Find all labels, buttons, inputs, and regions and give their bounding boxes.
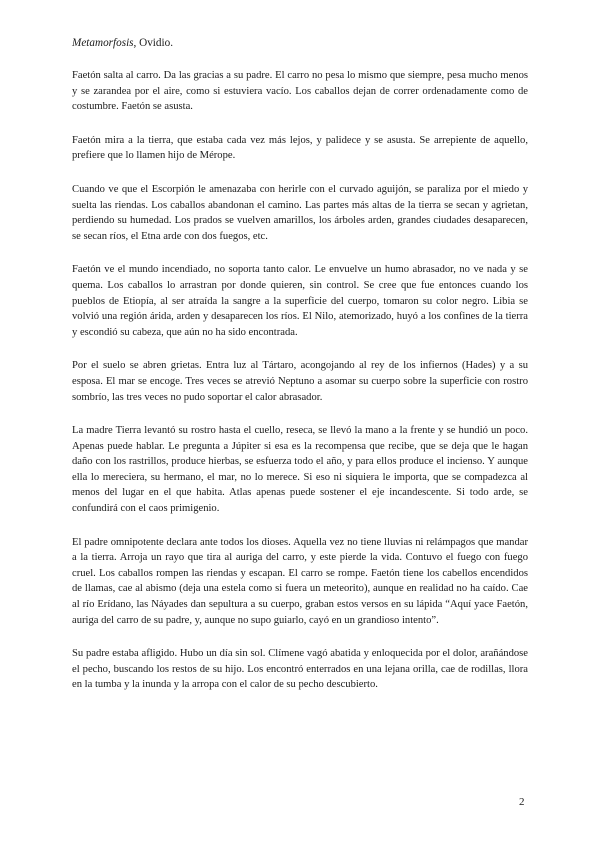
running-header [72,36,173,50]
paragraph-4: Faetón ve el mundo incendiado, no soporta tanto calor. Le envuelve un humo abrasador, no ve nada y se quema. Los caballos lo arrastran por donde quieren, sin control. Se cree que fue entonces cuando los pueblos de Etiopía, al ser atraída la sangre a la superficie del cuerpo, tomaron su color negro. Libia se volvió una región árida, arden y desaparecen los ríos. El Nilo, atemorizado, huyó a los confines de la tierra y escondió su cabeza, que aún no ha sido encontrada. [72,264,528,338]
page-number: 2 [519,796,525,808]
header-author: , Ovidio. [133,37,173,49]
paragraph-3: Cuando ve que el Escorpión le amenazaba con herirle con el curvado aguijón, se paraliza por el miedo y suelta las riendas. Los caballos abandonan el camino. Las partes más altas de la tierra se secan y agrietan, perdiendo su humedad. Los prados se vuelven amarillos, los árboles arden, grandes ciudades desaparecen, se secan ríos, el Etna arde con dos fuegos, etc. [72,183,528,242]
document-body [72,68,528,711]
paragraph-5: Por el suelo se abren grietas. Entra luz al Tártaro, acongojando al rey de los infiernos (Hades) y a su esposa. El mar se encoge. Tres veces se atrevió Neptuno a asomar su cuerpo sobre la superficie con rostro sombrío, las tres veces no pudo soportar el calor abrasador. [72,360,528,403]
paragraph-8: Su padre estaba afligido. Hubo un día sin sol. Clímene vagó abatida y enloquecida por el dolor, arañándose el pecho, buscando los restos de su hijo. Los encontró enterrados en una lejana orilla, cae de rodillas, llora en la tumba y la inunda y la arropa con el calor de su pecho descubierto. [72,648,528,691]
paragraph-7: El padre omnipotente declara ante todos los dioses. Aquella vez no tiene lluvias ni relámpagos que mandar a la tierra. Arroja un rayo que tira al auriga del carro, y este pierde la vida. Contuvo el fuego con fuego cruel. Los caballos rompen las riendas y escapan. El carro se rompe. Faetón tiene los cabellos encendidos de llamas, cae al abismo (deja una estela como si fuera un meteorito), aunque en realidad no ha caído. Cae al río Erídano, las Náyades dan sepultura a su cuerpo, graban estos versos en su lápida “Aquí yace Faetón, auriga del carro de su padre, y, aunque no supo guiarlo, cayó en un grandioso intento”. [72,536,528,626]
paragraph-2: Faetón mira a la tierra, que estaba cada vez más lejos, y palidece y se asusta. Se arrepiente de aquello, prefiere que lo llamen hijo de Mérope. [72,134,528,162]
paragraph-1: Faetón salta al carro. Da las gracias a su padre. El carro no pesa lo mismo que siempre, pesa mucho menos y se zarandea por el aire, como si estuviera vacío. Los caballos dejan de correr ordenadamente como de costumbre. Faetón se asusta. [72,70,528,113]
header-book-title: Metamorfosis [72,37,134,49]
paragraph-6: La madre Tierra levantó su rostro hasta el cuello, reseca, se llevó la mano a la frente y se hundió un poco. Apenas puede hablar. Le pregunta a Júpiter si esa es la recompensa que recibe, que se deja que le hagan daño con los rastrillos, produce hierbas, se esfuerza todo el año, y para ellos produce el incienso. Y aunque ella lo mereciera, su hermano, el mar, no lo merece. Si eso ni siquiera le importa, que se compadezca al menos del lugar en el que habita. Atlas apenas puede sostener el eje incandescente. Si todo arde, se confundirá con el caos primigenio. [72,425,528,515]
